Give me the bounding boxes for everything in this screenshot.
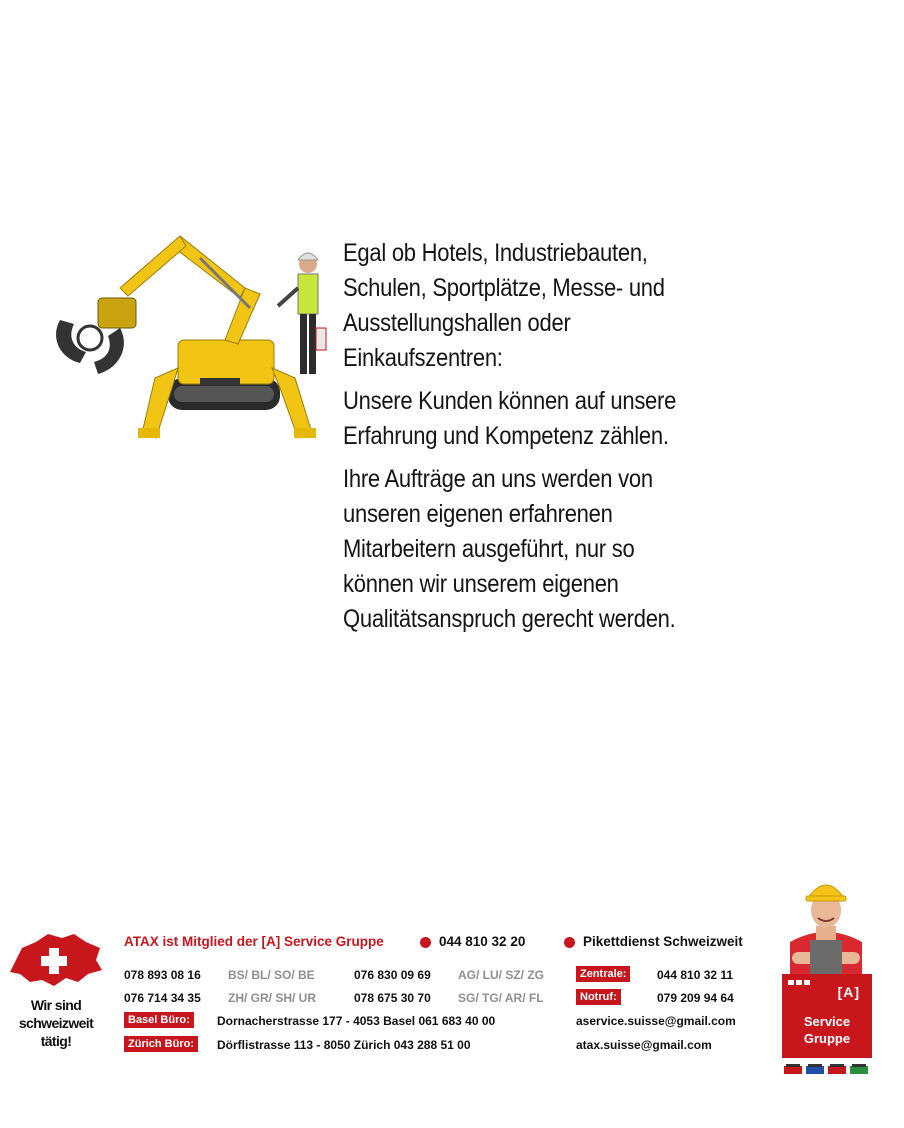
pikett-text: Pikettdienst Schweizweit bbox=[583, 934, 743, 949]
paragraph-2: Unsere Kunden können auf unsere Erfahrung und Kompetenz zählen. bbox=[343, 387, 677, 450]
demolition-robot-illustration bbox=[50, 228, 330, 448]
basel-address: Dornacherstrasse 177 - 4053 Basel 061 683 40 00 bbox=[217, 1014, 496, 1028]
phone-4: 078 675 30 70 bbox=[354, 991, 431, 1005]
worker-helmet-illustration bbox=[780, 870, 872, 980]
basel-office-label: Basel Büro: bbox=[124, 1012, 194, 1028]
logo-square bbox=[804, 980, 810, 985]
bullet-dot bbox=[420, 937, 431, 948]
cantons-1: BS/ BL/ SO/ BE bbox=[228, 968, 315, 982]
cantons-2: AG/ LU/ SZ/ ZG bbox=[458, 968, 544, 982]
cantons-4: SG/ TG/ AR/ FL bbox=[458, 991, 544, 1005]
brand-logo-1 bbox=[784, 1064, 802, 1074]
membership-text: ATAX ist Mitglied der [A] Service Gruppe bbox=[124, 934, 384, 949]
logo-square bbox=[796, 980, 802, 985]
phone-3: 076 714 34 35 bbox=[124, 991, 201, 1005]
bullet-dot bbox=[564, 937, 575, 948]
email-atax[interactable]: atax.suisse@gmail.com bbox=[576, 1038, 712, 1052]
logo-mark: [A] bbox=[837, 984, 860, 1000]
email-aservice[interactable]: aservice.suisse@gmail.com bbox=[576, 1014, 736, 1028]
brand-logo-3 bbox=[828, 1064, 846, 1074]
cantons-3: ZH/ GR/ SH/ UR bbox=[228, 991, 317, 1005]
logo-line-1: Service bbox=[803, 1014, 851, 1029]
switzerland-map-icon bbox=[8, 930, 104, 988]
zentrale-label: Zentrale: bbox=[576, 966, 630, 982]
notruf-label: Notruf: bbox=[576, 989, 621, 1005]
service-gruppe-logo bbox=[782, 974, 872, 1058]
zurich-address: Dörflistrasse 113 - 8050 Zürich 043 288 51 00 bbox=[217, 1038, 471, 1052]
zentrale-phone: 044 810 32 11 bbox=[657, 968, 734, 982]
paragraph-1: Egal ob Hotels, Industriebauten, Schulen, Sportplätze, Messe- und Ausstellungshallen oder Einkaufszentren: bbox=[343, 239, 665, 372]
phone-row-1: 078 893 08 16 bbox=[124, 968, 201, 982]
swiss-caption: Wir sind schweizweit tätig! bbox=[18, 997, 94, 1049]
intro-text bbox=[343, 236, 801, 645]
phone-2: 076 830 09 69 bbox=[354, 968, 431, 982]
logo-line-2: Gruppe bbox=[803, 1031, 851, 1046]
brand-logo-4 bbox=[850, 1064, 868, 1074]
logo-square bbox=[788, 980, 794, 985]
notruf-phone: 079 209 94 64 bbox=[657, 991, 734, 1005]
hotline-number: 044 810 32 20 bbox=[439, 934, 526, 949]
zurich-office-label: Zürich Büro: bbox=[124, 1036, 198, 1052]
brand-logo-2 bbox=[806, 1064, 824, 1074]
paragraph-3: Ihre Aufträge an uns werden von unseren eigenen erfahrenen Mitarbeitern ausgeführt, nur so können wir unserem eigenen Qualitätsanspruch gerecht werden. bbox=[343, 465, 676, 633]
member-brands-strip bbox=[784, 1062, 874, 1076]
